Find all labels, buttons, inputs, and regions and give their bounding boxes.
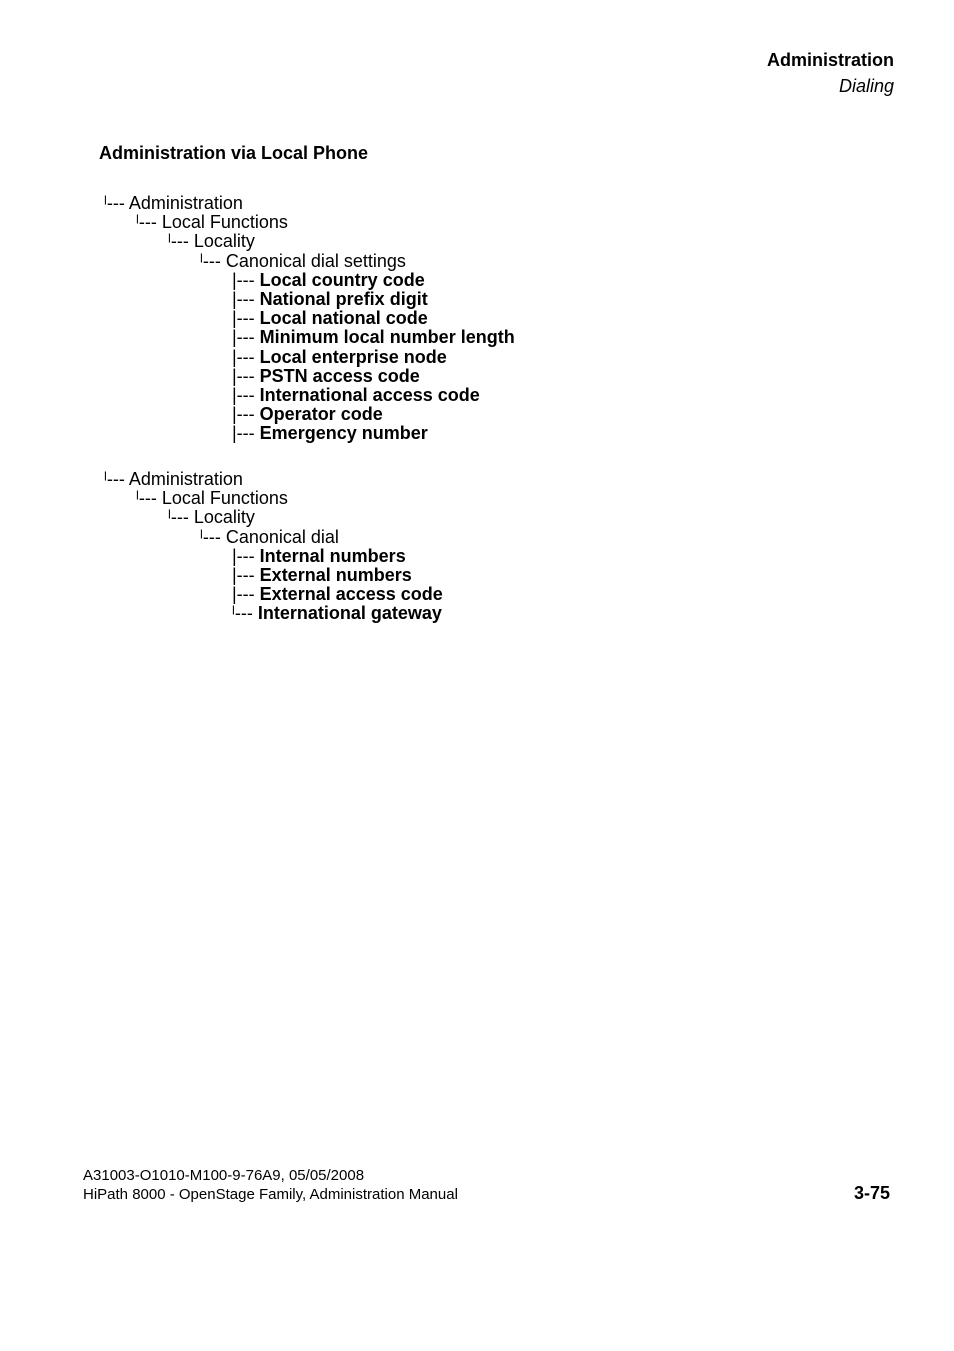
tree-connector: |--- [232, 289, 260, 309]
menu-item-label: Administration [128, 469, 243, 489]
tree-connector: ˡ--- [232, 603, 258, 624]
menu-leaf-item [232, 566, 412, 585]
tree-connector: |--- [232, 365, 260, 386]
menu-item-label: Locality [193, 507, 255, 528]
menu-item-label: Canonical dial [225, 526, 339, 547]
menu-branch-item [200, 528, 339, 547]
menu-leaf-item [232, 328, 515, 347]
running-header-subtitle: Dialing [838, 76, 894, 96]
menu-leaf-item [232, 367, 420, 386]
menu-leaf-item [232, 271, 425, 290]
menu-item-label: Local Functions [161, 212, 288, 233]
menu-item-label: National prefix digit [259, 289, 428, 309]
tree-connector: |--- [232, 584, 260, 605]
tree-connector: |--- [232, 404, 260, 425]
menu-branch-item [168, 232, 255, 251]
menu-item-label: Administration [128, 193, 243, 213]
menu-branch-item [136, 489, 288, 508]
menu-item-label: Local Functions [161, 488, 288, 509]
tree-connector: |--- [232, 423, 260, 444]
tree-connector: |--- [232, 565, 260, 585]
menu-item-label: International gateway [257, 603, 442, 624]
menu-leaf-item [232, 290, 428, 309]
footer-page-number: 3-75 [853, 1183, 890, 1203]
menu-branch-item [200, 252, 406, 271]
menu-leaf-item [232, 405, 383, 424]
tree-connector: ˡ--- [104, 469, 129, 489]
menu-branch-item [104, 470, 243, 489]
menu-leaf-item [232, 585, 443, 604]
menu-item-label: Local country code [259, 269, 425, 290]
tree-connector: ˡ--- [136, 212, 162, 233]
menu-leaf-item [232, 386, 480, 405]
tree-connector: |--- [232, 545, 260, 566]
menu-branch-item [168, 508, 255, 527]
tree-connector: ˡ--- [104, 193, 129, 213]
menu-item-label: Local national code [259, 308, 428, 329]
menu-item-label: Operator code [259, 404, 383, 425]
tree-connector: |--- [232, 346, 260, 367]
tree-connector: |--- [232, 327, 260, 348]
footer-document-id: A31003-O1010-M100-9-76A9, 05/05/2008 [83, 1167, 365, 1184]
menu-item-label: Canonical dial settings [225, 250, 406, 271]
menu-branch-item [104, 194, 243, 213]
tree-connector: ˡ--- [200, 250, 226, 271]
menu-leaf-item [232, 424, 428, 443]
footer-manual-title: HiPath 8000 - OpenStage Family, Administration Manual [83, 1186, 458, 1203]
menu-item-label: PSTN access code [259, 365, 420, 386]
menu-leaf-item [232, 547, 406, 566]
menu-item-label: International access code [259, 385, 480, 405]
tree-connector: ˡ--- [168, 231, 194, 252]
menu-leaf-item [232, 309, 428, 328]
menu-item-label: Local enterprise node [259, 346, 447, 367]
tree-connector: |--- [232, 308, 260, 329]
menu-leaf-item [232, 604, 442, 623]
menu-leaf-item [232, 348, 447, 367]
menu-item-label: Minimum local number length [259, 327, 515, 348]
tree-connector: ˡ--- [168, 507, 194, 528]
menu-item-label: External access code [259, 584, 443, 605]
running-header-title: Administration [766, 50, 894, 70]
tree-connector: |--- [232, 385, 260, 405]
tree-connector: ˡ--- [200, 526, 226, 547]
menu-item-label: Locality [193, 231, 255, 252]
menu-item-label: Internal numbers [259, 545, 406, 566]
menu-item-label: External numbers [259, 565, 412, 585]
section-title: Administration via Local Phone [99, 143, 369, 163]
tree-connector: ˡ--- [136, 488, 162, 509]
tree-connector: |--- [232, 269, 260, 290]
menu-item-label: Emergency number [259, 423, 428, 444]
menu-branch-item [136, 213, 288, 232]
